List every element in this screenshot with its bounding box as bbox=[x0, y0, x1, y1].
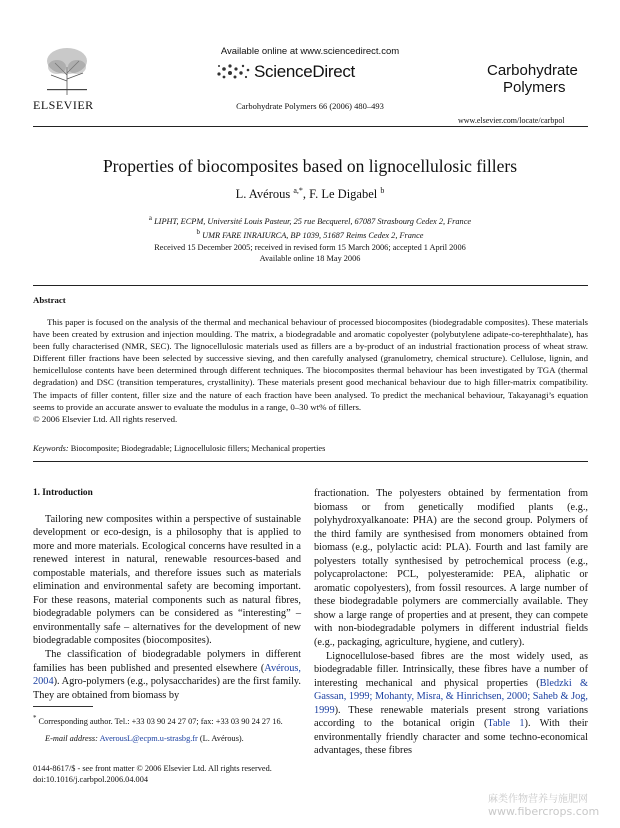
keywords-label: Keywords: bbox=[33, 444, 69, 453]
affiliation-marker: b bbox=[196, 228, 200, 236]
paragraph-text: Lignocellulose-based fibres are the most widely used, as biodegradable filler. Intrinsically, these fibres have a number of interesting mechanical and physical properties ( bbox=[314, 650, 588, 689]
author-superscript: a,* bbox=[293, 186, 303, 195]
affiliation bbox=[40, 227, 580, 241]
affiliation-marker: a bbox=[148, 215, 152, 222]
issn-line: 0144-8617/$ - see front matter © 2006 Elsevier Ltd. All rights reserved. bbox=[33, 764, 272, 773]
citation-link[interactable]: Bledzki & Gassan, 1999; Mohanty, Misra, & Hinrichsen, 2000; Saheb & Jog, 1999 bbox=[314, 677, 588, 716]
paragraph bbox=[33, 648, 301, 702]
abstract-bottom-rule bbox=[33, 461, 588, 462]
received-dates: Received 15 December 2005; received in revised form 15 March 2006; accepted 1 April 2006 bbox=[154, 243, 466, 252]
affiliation bbox=[40, 213, 580, 227]
author-name: L. Avérous bbox=[235, 187, 291, 202]
left-column bbox=[33, 487, 301, 702]
journal-reference: Carbohydrate Polymers 66 (2006) 480–493 bbox=[236, 101, 384, 111]
keywords-line bbox=[33, 444, 588, 453]
watermark-line2: www.fibercrops.com bbox=[488, 805, 600, 818]
online-date: Available online 18 May 2006 bbox=[259, 254, 361, 263]
author-list bbox=[40, 186, 580, 202]
author-separator: , bbox=[302, 187, 310, 202]
email-link[interactable]: AverousL@ecpm.u-strasbg.fr bbox=[99, 733, 198, 743]
keywords-text: Biocomposite; Biodegradable; Lignocellulosic fillers; Mechanical properties bbox=[70, 444, 326, 453]
sciencedirect-wordmark: ScienceDirect bbox=[254, 62, 355, 81]
footnote bbox=[33, 713, 301, 744]
front-matter bbox=[33, 763, 333, 785]
author-name: F. Le Digabel bbox=[309, 187, 378, 202]
footnote-rule bbox=[33, 706, 93, 707]
footnote-marker: * bbox=[33, 715, 37, 722]
affiliation-text: UMR FARE INRAIURCA, BP 1039, 51687 Reims Cedex 2, France bbox=[202, 230, 424, 240]
table-link[interactable]: Table 1 bbox=[487, 718, 525, 730]
footnote-text: Corresponding author. Tel.: +33 03 90 24 27 07; fax: +33 03 90 24 27 16. bbox=[38, 716, 283, 726]
doi-line: doi:10.1016/j.carbpol.2006.04.004 bbox=[33, 775, 148, 784]
paragraph-text: ). With their environmentally friendly character and some techno-economical advantages, these fibres bbox=[314, 718, 588, 757]
citation-link[interactable]: Avérous, 2004 bbox=[33, 662, 301, 688]
journal-name-line2: Polymers bbox=[503, 79, 566, 96]
footnote-email bbox=[33, 733, 301, 744]
paragraph: Tailoring new composites within a perspective of sustainable development or eco-design, is a philosophy that is applied to more and more materials. Ecological concerns have resulted in a renewed interest in natural, renewable resources-based and compostable materials, and therefore issues such as materials elimination and environmental safety are becoming important. For these reasons, material components such as natural fibres, biodegradable polymers can be considered as “interesting” – environmentally safe – alternatives for the development of new biodegradable composites (biocomposites). bbox=[33, 513, 301, 647]
elsevier-tree-icon bbox=[37, 45, 97, 97]
right-column bbox=[314, 487, 588, 758]
journal-name-line1: Carbohydrate bbox=[487, 62, 578, 79]
sciencedirect-logo-icon bbox=[215, 60, 255, 84]
article-title: Properties of biocomposites based on lignocellulosic fillers bbox=[102, 156, 518, 176]
email-suffix: (L. Avérous). bbox=[199, 733, 244, 743]
paragraph-text: The classification of biodegradable polymers in different families has been published and presented elsewhere ( bbox=[33, 649, 301, 674]
abstract-top-rule bbox=[33, 285, 588, 286]
article-dates bbox=[40, 242, 580, 264]
paragraph-text: ). These renewable materials present strong variations according to the botanical origin ( bbox=[314, 704, 588, 730]
affiliation-text: LIPHT, ECPM, Université Louis Pasteur, 25 rue Becquerel, 67087 Strasbourg Cedex 2, France bbox=[154, 216, 472, 226]
author-superscript: b bbox=[380, 186, 385, 195]
publisher-name: ELSEVIER bbox=[33, 98, 94, 112]
abstract-heading: Abstract bbox=[33, 295, 66, 305]
affiliations bbox=[40, 213, 580, 241]
watermark bbox=[488, 794, 599, 818]
abstract-copyright: © 2006 Elsevier Ltd. All rights reserved. bbox=[33, 414, 178, 424]
watermark-line1: 麻类作物营养与施肥网 bbox=[488, 794, 588, 805]
header-rule bbox=[33, 126, 588, 127]
journal-name bbox=[487, 62, 578, 96]
footnote-corresponding bbox=[33, 713, 301, 727]
paragraph bbox=[314, 650, 588, 758]
section-heading: 1. Introduction bbox=[33, 488, 93, 498]
available-online-text: Available online at www.sciencedirect.com bbox=[220, 46, 400, 57]
abstract-body: This paper is focused on the analysis of the thermal and mechanical behaviour of processed biocomposites (biodegradable composites). These materials have been created by extrusion and injection moulding. The matrix, a biodegradable and aromatic copolyester (polybutylene adipate-co-terephthalate), has been fully characterised (NMR, SEC). The lignocellulosic materials used as fillers are a by-product of an industrial fractionation process of wheat straw. Different filler fractions have been selected by successive sieving, and then carefully analysed (granulometry, chemical structure). Cellulose, lignin, and hemicellulose contents have been determined through different techniques. The biocomposites thermal behaviour has been investigated by TGA (thermal degradation) and DSC (transition temperatures, crystallinity). These materials present good mechanical behaviour due to high filler-matrix compatibility. The impacts of filler content, filler size and the nature of each fraction have been analysed. To predict the mechanical behaviour, Takayanagi’s equation seems to provide an accurate answer to evaluate the modulus in a range, 0–30 wt% of fillers. bbox=[33, 317, 588, 412]
paragraph: fractionation. The polyesters obtained by fermentation from biomass or from genetically modified plants (e.g., polyhydroxyalkanoate: PHA) are the second group. Polymers of the third family are synthesised from monomers obtained from biomass (e.g., polylactic acid: PLA). Fourth and last family are polyesters totally synthesised by petrochemical process (e.g., polycaprolactone: PCL, polyesteramide: PEA, aliphatic or aromatic copolyesters), from fossil resources. A large number of these biodegradable polymers are commercially available. They show a large range of properties and at present, they can compete with non-biodegradable polymers in different industrial fields (e.g., packaging, agriculture, hygiene, and cutlery). bbox=[314, 488, 588, 649]
journal-url: www.elsevier.com/locate/carbpol bbox=[458, 116, 565, 125]
email-label: E-mail address: bbox=[45, 733, 98, 743]
paragraph-text: ). Agro-polymers (e.g., polysaccharides) are the first family. They are obtained from biomass by bbox=[33, 676, 301, 701]
